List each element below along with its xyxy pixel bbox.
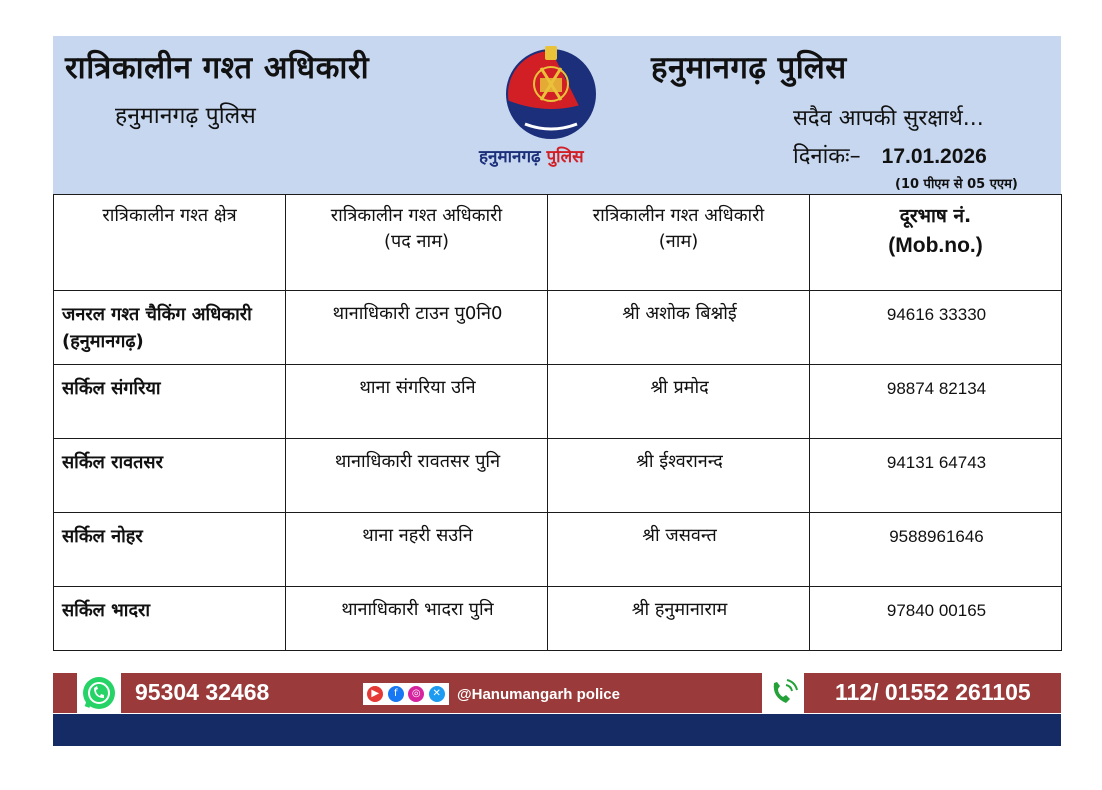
facebook-icon[interactable]: f (388, 686, 404, 702)
cell-phone[interactable]: 94131 64743 (810, 439, 1062, 513)
logo-caption (479, 144, 584, 167)
cell-area: सर्किल भादरा (54, 587, 286, 651)
cell-phone[interactable]: 97840 00165 (810, 587, 1062, 651)
cell-post: थानाधिकारी टाउन पु0नि0 (286, 291, 548, 365)
cell-phone[interactable]: 94616 33330 (810, 291, 1062, 365)
cell-area: सर्किल नोहर (54, 513, 286, 587)
hotline-number[interactable]: 112/ 01552 261105 (835, 679, 1031, 705)
social-icons (363, 683, 449, 705)
column-header-line: (पद नाम) (384, 231, 449, 253)
x-icon[interactable]: ✕ (429, 686, 445, 702)
cell-area: सर्किल संगरिया (54, 365, 286, 439)
police-logo (497, 40, 605, 144)
table-row (54, 439, 1062, 513)
cell-name: श्री प्रमोद (548, 365, 810, 439)
logo-caption-police: पुलिस (546, 147, 584, 167)
cell-phone[interactable]: 98874 82134 (810, 365, 1062, 439)
date-line (793, 140, 987, 170)
cell-name: श्री जसवन्त (548, 513, 810, 587)
contact-footer (53, 673, 1061, 713)
time-range: (10 पीएम से 05 एएम) (895, 177, 1018, 192)
table-row (54, 291, 1062, 365)
column-header-line: रात्रिकालीन गश्त अधिकारी (592, 205, 765, 226)
cell-post: थाना नहरी सउनि (286, 513, 548, 587)
column-header-area (54, 195, 286, 291)
bottom-band (53, 714, 1061, 746)
phone-call-icon (762, 673, 804, 713)
table-header-row (54, 195, 1062, 291)
column-header-phone (810, 195, 1062, 291)
whatsapp-number[interactable]: 95304 32468 (135, 679, 270, 705)
patrol-table (53, 194, 1062, 651)
column-header-line: (नाम) (658, 231, 699, 253)
cell-phone[interactable]: 9588961646 (810, 513, 1062, 587)
tagline: सदैव आपकी सुरक्षार्थ... (793, 106, 984, 131)
youtube-icon[interactable]: ▶ (367, 686, 383, 702)
social-handle[interactable]: @Hanumangarh police (457, 686, 620, 703)
cell-post: थानाधिकारी भादरा पुनि (286, 587, 548, 651)
org-title: हनुमानगढ़ पुलिस (651, 50, 847, 86)
column-header-name (548, 195, 810, 291)
page-title: रात्रिकालीन गश्त अधिकारी (65, 50, 370, 86)
column-header-line: रात्रिकालीन गश्त अधिकारी (330, 205, 503, 226)
police-emblem-icon (497, 40, 605, 144)
cell-post: थानाधिकारी रावतसर पुनि (286, 439, 548, 513)
notice-sheet (53, 36, 1061, 651)
column-header-line: रात्रिकालीन गश्त क्षेत्र (102, 205, 237, 226)
column-header-post (286, 195, 548, 291)
header-banner (53, 36, 1061, 194)
cell-name: श्री अशोक बिश्नोई (548, 291, 810, 365)
column-header-line: दूरभाष नं. (899, 205, 972, 227)
date-label: दिनांकः– (793, 144, 861, 169)
logo-caption-city: हनुमानगढ़ (479, 147, 541, 167)
table-row (54, 587, 1062, 651)
table-row (54, 513, 1062, 587)
cell-area: जनरल गश्त चैकिंग अधिकारी (हनुमानगढ़) (54, 291, 286, 365)
page-subtitle: हनुमानगढ़ पुलिस (115, 103, 256, 129)
cell-post: थाना संगरिया उनि (286, 365, 548, 439)
cell-area: सर्किल रावतसर (54, 439, 286, 513)
cell-name: श्री हनुमानाराम (548, 587, 810, 651)
date-value: 17.01.2026 (881, 145, 987, 168)
cell-name: श्री ईश्वरानन्द (548, 439, 810, 513)
call-badge[interactable] (762, 673, 804, 713)
column-header-line: (Mob.no.) (888, 233, 983, 257)
whatsapp-icon (77, 673, 121, 713)
table-row (54, 365, 1062, 439)
instagram-icon[interactable]: ◎ (408, 686, 424, 702)
whatsapp-badge[interactable] (77, 673, 121, 713)
